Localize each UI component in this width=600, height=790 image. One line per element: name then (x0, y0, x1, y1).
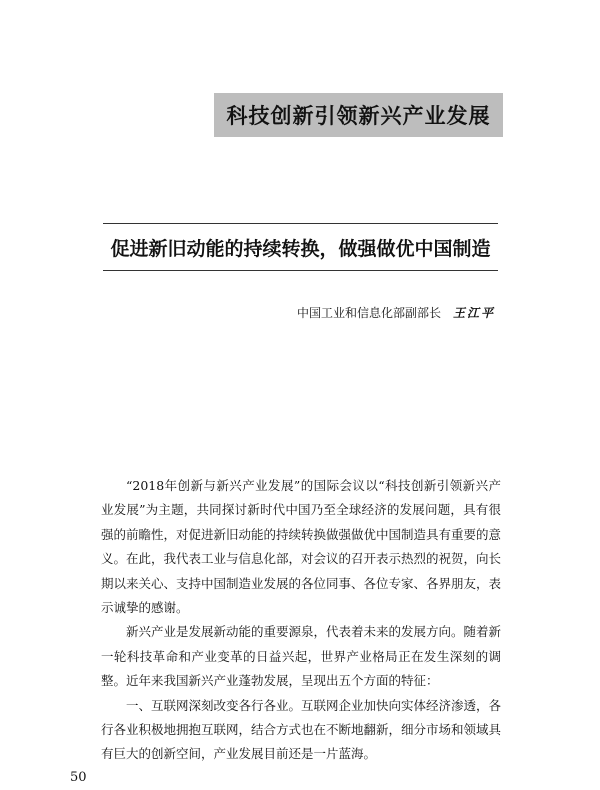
title-rule-top (103, 223, 498, 224)
paragraph: 一、互联网深刻改变各行各业。互联网企业加快向实体经济渗透，各行各业积极地拥抱互联网，结合方式也在不断地翻新，细分市场和领域具有巨大的创新空间，产业发展目前还是一片蓝海。 (101, 697, 502, 762)
paragraph: 新兴产业是发展新动能的重要源泉，代表着未来的发展方向。随着新一轮科技革命和产业变革的日益兴起，世界产业格局正在发生深刻的调整。近年来我国新兴产业蓬勃发展，呈现出五个方面的特征： (101, 624, 502, 689)
paragraph: “2018年创新与新兴产业发展”的国际会议以“科技创新引领新兴产业发展”为主题，共同探讨新时代中国乃至全球经济的发展问题，具有很强的前瞻性，对促进新旧动能的持续转换做强做优中国制造具有重要的意义。在此，我代表工业与信息化部，对会议的召开表示热烈的祝贺，向长期以来关心、支持中国制造业发展的各位同事、各位专家、各界朋友，表示诚挚的感谢。 (101, 478, 502, 616)
page-number: 50 (70, 770, 87, 785)
article-title: 促进新旧动能的持续转换，做强做优中国制造 (110, 237, 491, 260)
section-banner-text: 科技创新引领新兴产业发展 (226, 104, 491, 128)
byline (297, 304, 495, 321)
title-rule-bottom (103, 270, 498, 271)
section-banner (214, 93, 503, 137)
author-position: 中国工业和信息化部副部长 (296, 306, 441, 320)
author-name: 王江平 (452, 306, 495, 320)
article-body (101, 474, 501, 767)
